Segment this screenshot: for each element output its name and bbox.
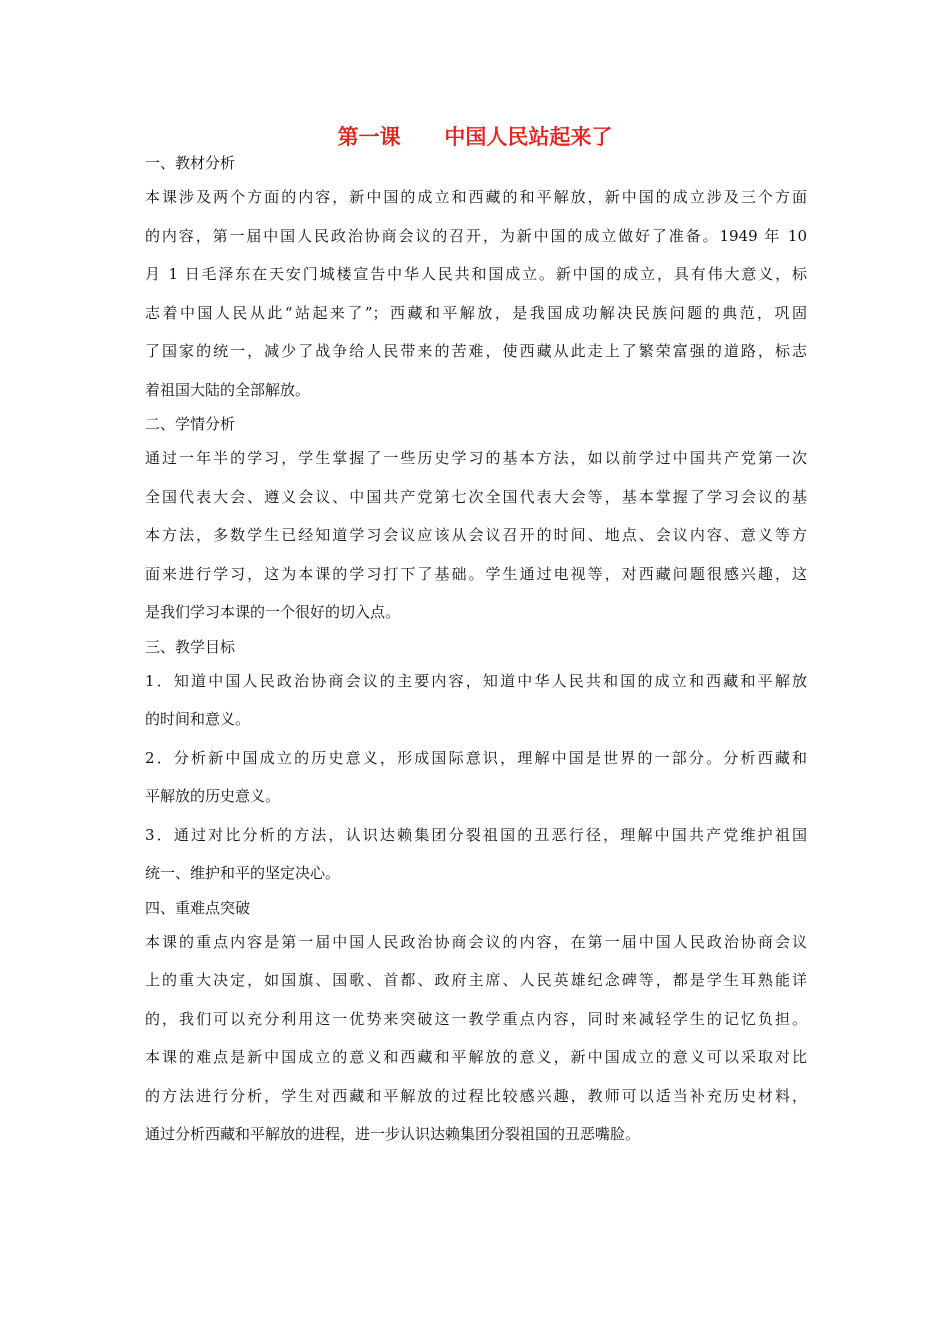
text-line: 上的重大决定，如国旗、国歌、首都、政府主席、人民英雄纪念碑等，都是学生耳熟能详 (145, 971, 807, 989)
text-line: 全国代表大会、遵义会议、中国共产党第七次全国代表大会等，基本掌握了学习会议的基 (145, 487, 807, 506)
text-line: 2．分析新中国成立的历史意义，形成国际意识，理解中国是世界的一部分。分析西藏和 (145, 748, 807, 767)
text-line: 的，我们可以充分利用这一优势来突破这一教学重点内容，同时来减轻学生的记忆负担。 (145, 1009, 807, 1028)
section-key-difficult-points (145, 893, 807, 1154)
text-line: 通过分析西藏和平解放的进程，进一步认识达赖集团分裂祖国的丑恶嘴脸。 (145, 1125, 641, 1143)
text-line: 志着中国人民从此“站起来了”；西藏和平解放，是我国成功解决民族问题的典范，巩固 (145, 303, 807, 322)
text-line: 是我们学习本课的一个很好的切入点。 (145, 603, 401, 621)
text-line: 的内容，第一届中国人民政治协商会议的召开，为新中国的成立做好了准备。1949 年 10 (145, 226, 807, 245)
objective-item (145, 739, 807, 816)
text-line: 本课涉及两个方面的内容，新中国的成立和西藏的和平解放，新中国的成立涉及三个方面 (145, 188, 807, 206)
text-line: 本课的重点内容是第一届中国人民政治协商会议的内容，在第一届中国人民政治协商会议 (145, 932, 807, 951)
text-line: 本课的难点是新中国成立的意义和西藏和平解放的意义，新中国成立的意义可以采取对比 (145, 1048, 807, 1066)
page-title: 第一课 中国人民站起来了 (337, 124, 613, 149)
section-student-analysis (145, 409, 807, 632)
text-line: 面来进行学习，这为本课的学习打下了基础。学生通过电视等，对西藏问题很感兴趣，这 (145, 564, 807, 583)
paragraph (145, 178, 807, 409)
text-line: 通过一年半的学习，学生掌握了一些历史学习的基本方法，如以前学过中国共产党第一次 (145, 449, 807, 467)
paragraph (145, 439, 807, 632)
objective-item (145, 816, 807, 893)
paragraph (145, 923, 807, 1154)
document-body (145, 148, 807, 1154)
section-heading: 二、学情分析 (145, 415, 236, 433)
text-line: 统一、维护和平的坚定决心。 (145, 864, 341, 882)
section-textbook-analysis (145, 148, 807, 409)
section-heading: 一、教材分析 (145, 154, 236, 172)
text-line: 着祖国大陆的全部解放。 (145, 380, 311, 399)
objective-item (145, 662, 807, 739)
section-heading: 四、重难点突破 (145, 898, 251, 917)
text-line: 的时间和意义。 (145, 710, 251, 728)
text-line: 了国家的统一，减少了战争给人民带来的苦难，使西藏从此走上了繁荣富强的道路，标志 (145, 342, 807, 360)
section-heading: 三、教学目标 (145, 637, 236, 656)
text-line: 3．通过对比分析的方法，认识达赖集团分裂祖国的丑恶行径，理解中国共产党维护祖国 (145, 825, 807, 844)
section-teaching-objectives (145, 632, 807, 893)
text-line: 本方法，多数学生已经知道学习会议应该从会议召开的时间、地点、会议内容、意义等方 (145, 526, 807, 544)
text-line: 的方法进行分析，学生对西藏和平解放的过程比较感兴趣，教师可以适当补充历史材料， (145, 1086, 807, 1105)
text-line: 1．知道中国人民政治协商会议的主要内容，知道中华人民共和国的成立和西藏和平解放 (145, 671, 807, 690)
text-line: 平解放的历史意义。 (145, 787, 281, 805)
text-line: 月 1 日毛泽东在天安门城楼宣告中华人民共和国成立。新中国的成立，具有伟大意义，标 (145, 265, 807, 283)
